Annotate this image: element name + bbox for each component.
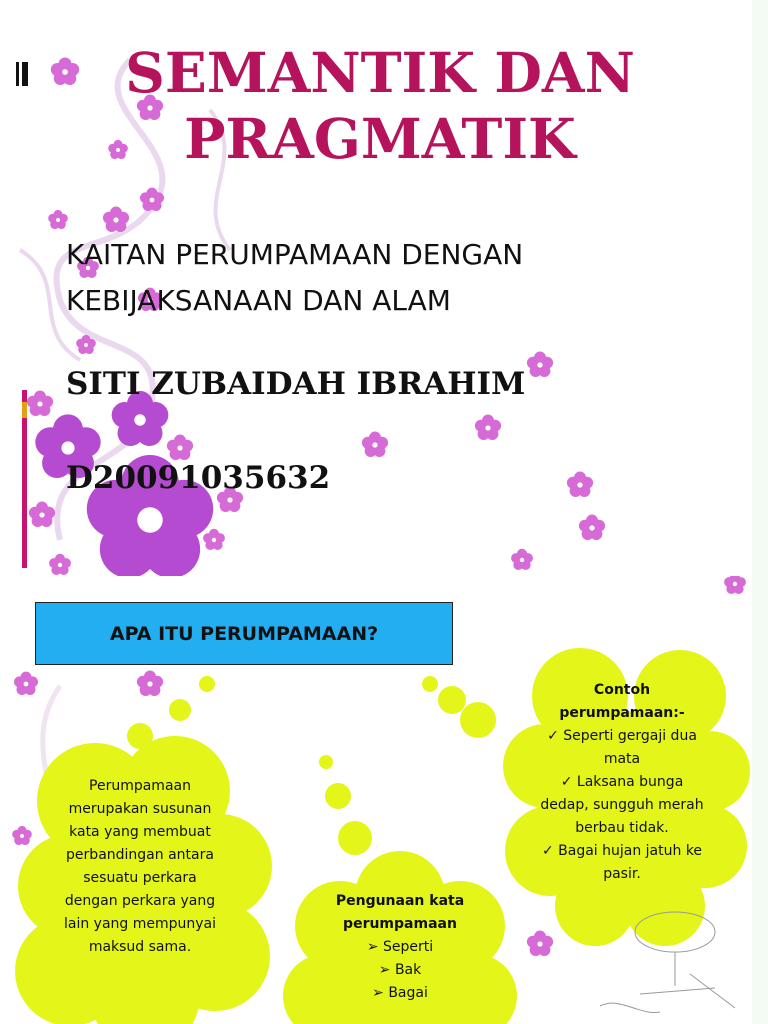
flower-icon [203, 529, 225, 550]
example-item: ✓ Laksana bunga dedap, sungguh merah berbau tidak. [540, 774, 704, 836]
checkmark-icon: ✓ [541, 843, 559, 859]
author-name: SITI ZUBAIDAH IBRAHIM [66, 366, 526, 402]
flower-icon [49, 554, 71, 575]
question-box: APA ITU PERUMPAMAAN? [35, 602, 453, 665]
definition-slide [0, 576, 768, 1024]
examples-heading: Contoh perumpamaan:- [559, 682, 685, 721]
usage-list [305, 936, 495, 1005]
usage-heading: Pengunaan kata perumpamaan [335, 893, 465, 932]
flower-icon [27, 391, 53, 416]
flower-icon [167, 435, 193, 460]
arrowhead-icon: ➢ [366, 939, 384, 955]
example-item: ✓ Seperti gergaji dua mata [547, 728, 697, 767]
example-item: ✓ Bagai hujan jatuh ke pasir. [541, 843, 703, 882]
flower-icon [103, 207, 129, 232]
flower-icon [724, 576, 746, 594]
usage-item: ➢ Bak [378, 962, 422, 978]
checkmark-icon: ✓ [547, 728, 564, 744]
flower-icon [527, 352, 553, 377]
definition-text: Perumpamaan merupakan susunan kata yang membuat perbandingan antara sesuatu perkara dengan perkara yang lain yang mempunyai maksud sama. [63, 778, 217, 955]
flower-icon [567, 472, 593, 497]
slide-title: SEMANTIK DAN PRAGMATIK [125, 40, 635, 171]
examples-list [537, 725, 707, 886]
flower-icon [14, 672, 38, 695]
flower-icon [475, 415, 501, 440]
flower-icon [12, 826, 32, 845]
slide-subtitle: KAITAN PERUMPAMAAN DENGAN KEBIJAKSANAAN DAN ALAM [66, 238, 524, 317]
usage-item: ➢ Seperti [366, 939, 434, 955]
flower-icon [511, 549, 533, 570]
flower-icon [137, 671, 163, 696]
examples-block [537, 679, 707, 886]
checkmark-icon: ✓ [560, 774, 577, 790]
arrowhead-icon: ➢ [378, 962, 395, 978]
flower-icon [527, 931, 553, 956]
arrowhead-icon: ➢ [372, 985, 389, 1001]
usage-item: ➢ Bagai [372, 985, 428, 1001]
usage-block [305, 890, 495, 1005]
student-id: D20091035632 [66, 460, 331, 496]
flower-icon [579, 515, 605, 540]
flower-icon [29, 502, 55, 527]
flower-icon [362, 432, 388, 457]
flower-icon [48, 210, 68, 229]
